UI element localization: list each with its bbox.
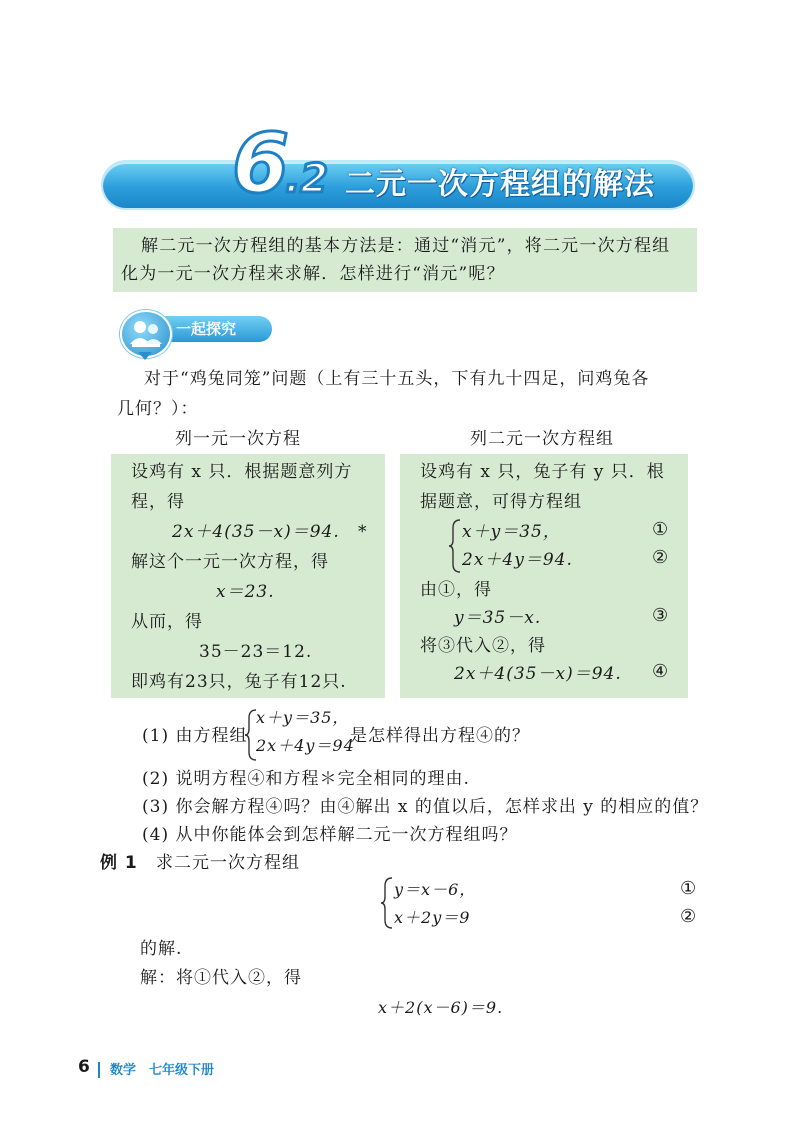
right-eq-4: 2x＋4(35－x)＝94. [454,664,622,684]
question-3: (3) 你会解方程④吗？由④解出 x 的值以后，怎样求出 y 的相应的值？ [142,797,709,817]
mark-1: ① [652,519,669,540]
right-heading: 列二元一次方程组 [470,429,614,449]
intro-box [113,228,697,292]
example-text: 求二元一次方程组 [156,853,300,873]
question-1-prefix: (1) 由方程组 [142,726,248,746]
system-brace [448,518,462,574]
example-result: x＋2(x－6)＝9. [378,998,504,1017]
explore-label: 一起探究 [176,320,237,338]
explore-pointer-icon [138,352,152,360]
question-2: (2) 说明方程④和方程＊完全相同的理由. [142,769,470,789]
mark-4: ④ [652,661,669,682]
explore-badge [120,310,272,348]
left-line-2: 程，得 [131,492,185,512]
mark-3: ③ [652,605,669,626]
left-x-value: x＝23. [216,582,275,602]
right-eq-2: 2x＋4y＝94. [462,550,573,570]
left-conclusion: 即鸡有23只，兔子有12只. [131,672,347,692]
right-line-5: 由①，得 [420,580,492,600]
star-mark: * [358,522,368,542]
example-eq-1: y＝x－6， [394,880,477,899]
right-line-1: 设鸡有 x 只，兔子有 y 只．根 [420,462,665,482]
left-heading: 列一元一次方程 [175,429,301,449]
left-line-4: 解这个一元一次方程，得 [131,552,329,572]
mark-2: ② [652,547,669,568]
question-1-suffix: 是怎样得出方程④的？ [350,726,530,746]
right-line-7: 将③代入②，得 [420,636,546,656]
intro-line-1: 解二元一次方程组的基本方法是：通过“消元”，将二元一次方程组 [141,236,671,256]
left-line-1: 设鸡有 x 只．根据题意列方 [131,462,353,482]
question-1-eq-1: x＋y＝35， [256,708,350,727]
question-1-eq-2: 2x＋4y＝94 [256,736,355,755]
section-number: 6.2 [232,117,329,212]
right-eq-1: x＋y＝35， [462,522,561,542]
right-line-2: 据题意，可得方程组 [420,492,582,512]
example-eq-2: x＋2y＝9 [394,908,471,927]
people-icon [120,310,172,358]
example-mark-1: ① [680,878,697,899]
problem-line-2: 几何？）： [117,399,199,419]
section-title: 二元一次方程组的解法 [345,167,655,202]
page-number: 6 [78,1057,90,1077]
intro-line-2: 化为一元一次方程来求解．怎样进行“消元”呢？ [121,264,505,284]
left-line-6: 从而，得 [131,612,203,632]
example-after: 的解. [140,939,183,959]
example-mark-2: ② [680,906,697,927]
book-title: 数学 七年级下册 [110,1063,215,1078]
example-label: 例 1 [100,853,138,873]
left-equation-star: 2x＋4(35－x)＝94. [172,522,340,542]
problem-line-1: 对于“鸡兔同笼”问题（上有三十五头，下有九十四足，问鸡兔各 [144,369,650,389]
right-eq-3: y＝35－x. [454,608,542,628]
question-4: (4) 从中你能体会到怎样解二元一次方程组吗？ [142,825,518,845]
footer-divider [98,1062,100,1078]
example-solution: 解：将①代入②，得 [140,968,302,988]
example-brace [380,876,394,930]
left-subtraction: 35－23＝12. [199,642,313,662]
